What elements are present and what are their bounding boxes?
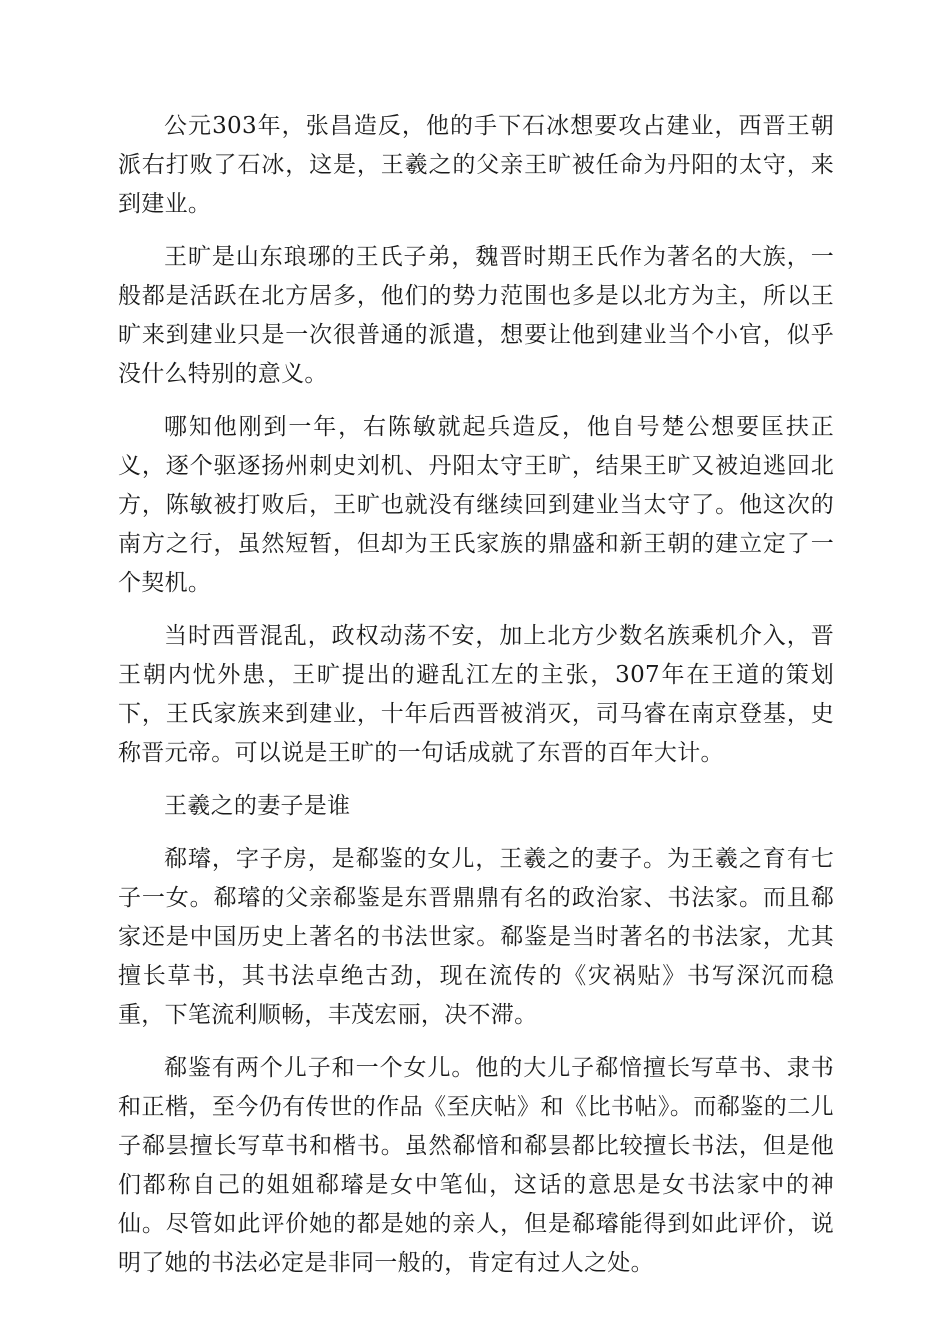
paragraph: 哪知他刚到一年，右陈敏就起兵造反，他自号楚公想要匡扶正义，逐个驱逐扬州刺史刘机、丹阳太守王旷，结果王旷又被迫逃回北方，陈敏被打败后，王旷也就没有继续回到建业当太守了。他这次的南方之行，虽然短暂，但却为王氏家族的鼎盛和新王朝的建立定了一个契机。 (118, 414, 834, 596)
paragraph: 王旷是山东琅琊的王氏子弟，魏晋时期王氏作为著名的大族，一般都是活跃在北方居多，他们的势力范围也多是以北方为主，所以王旷来到建业只是一次很普通的派遣，想要让他到建业当个小官，似乎没什么特别的意义。 (118, 244, 834, 387)
paragraph: 公元303年，张昌造反，他的手下石冰想要攻占建业，西晋王朝派右打败了石冰，这是，王羲之的父亲王旷被任命为丹阳的太守，来到建业。 (118, 113, 834, 217)
paragraph: 郗璿，字子房，是郗鉴的女儿，王羲之的妻子。为王羲之育有七子一女。郗璿的父亲郗鉴是东晋鼎鼎有名的政治家、书法家。而且郗家还是中国历史上著名的书法世家。郗鉴是当时著名的书法家，尤其擅长草书，其书法卓绝古劲，现在流传的《灾祸贴》书写深沉而稳重，下笔流利顺畅，丰茂宏丽，决不滞。 (118, 846, 834, 1028)
section-heading: 王羲之的妻子是谁 (164, 793, 351, 819)
paragraph: 当时西晋混乱，政权动荡不安，加上北方少数名族乘机介入，晋王朝内忧外患，王旷提出的避乱江左的主张，307年在王道的策划下，王氏家族来到建业，十年后西晋被消灭，司马睿在南京登基，史称晋元帝。可以说是王旷的一句话成就了东晋的百年大计。 (118, 623, 834, 766)
paragraph: 郗鉴有两个儿子和一个女儿。他的大儿子郗愔擅长写草书、隶书和正楷，至今仍有传世的作品《至庆帖》和《比书帖》。而郗鉴的二儿子郗昙擅长写草书和楷书。虽然郗愔和郗昙都比较擅长书法，但是他们都称自己的姐姐郗璿是女中笔仙，这话的意思是女书法家中的神仙。尽管如此评价她的都是她的亲人，但是郗璿能得到如此评价，说明了她的书法必定是非同一般的，肯定有过人之处。 (118, 1055, 834, 1276)
document-body (118, 107, 834, 1297)
